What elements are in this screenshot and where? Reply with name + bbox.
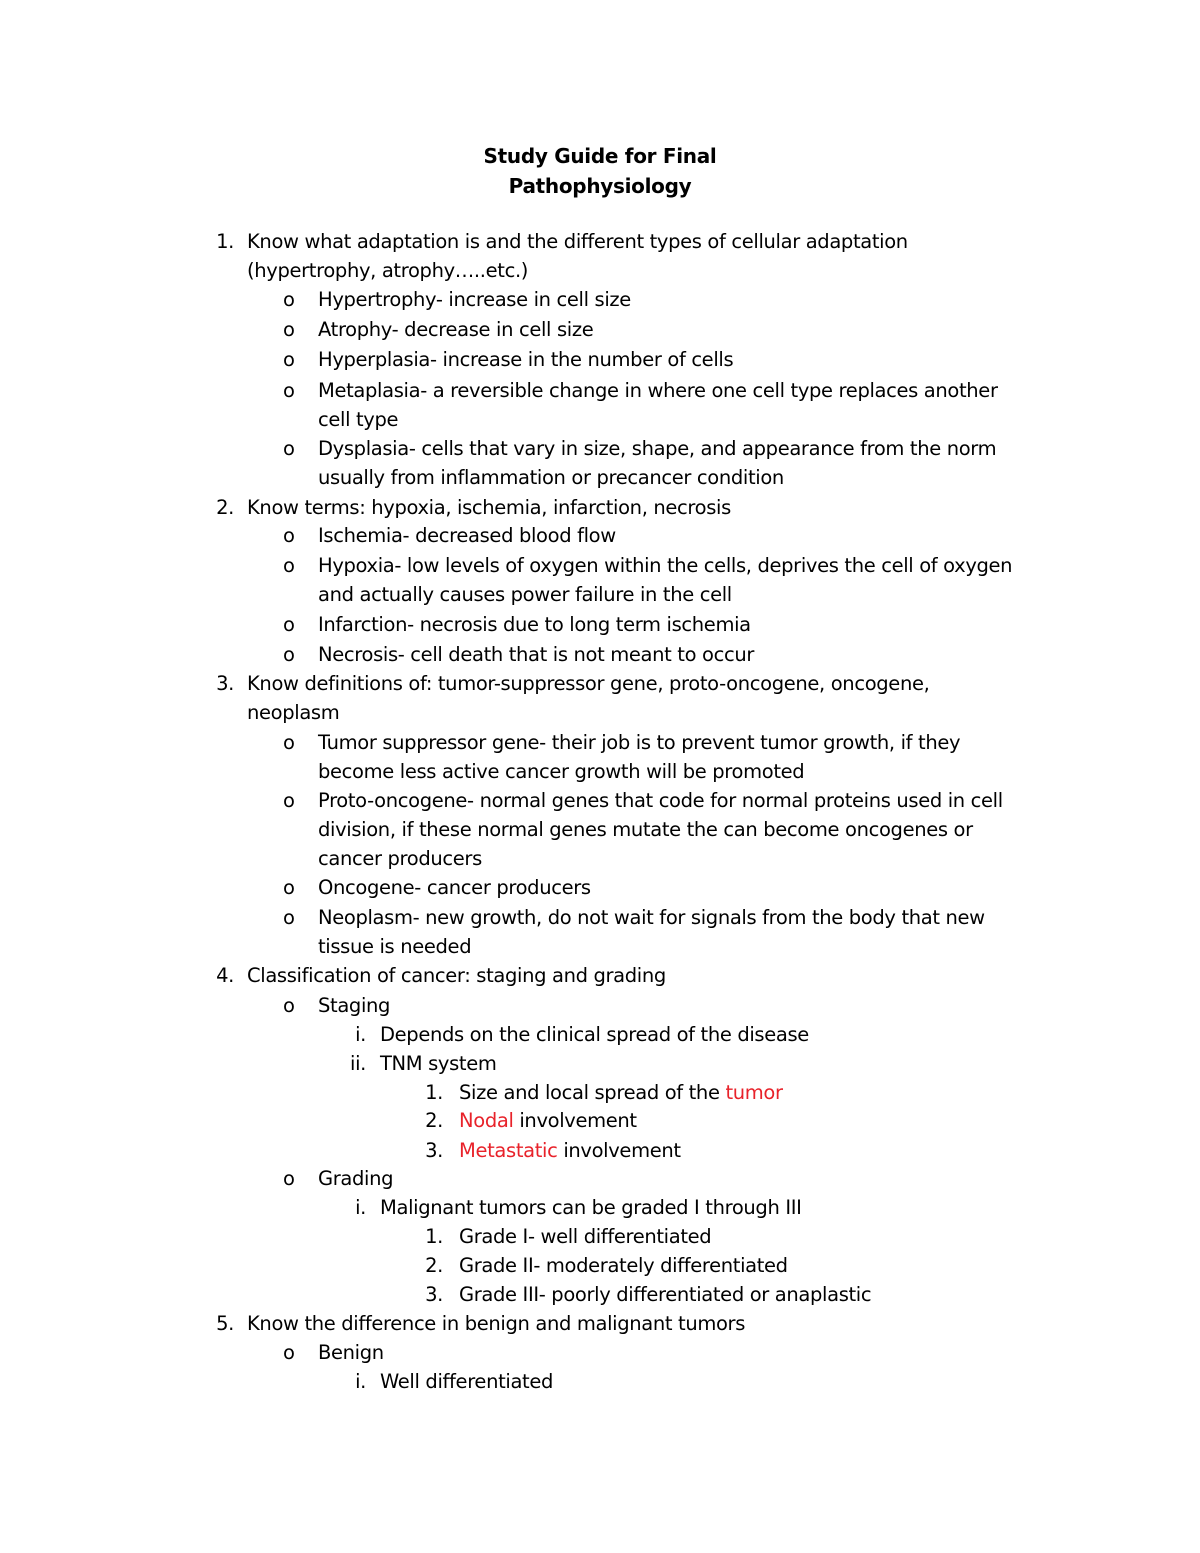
- bullet-marker: o: [283, 318, 295, 341]
- section-number: 1.: [216, 230, 234, 253]
- section-number: 3.: [216, 672, 234, 695]
- list-item: Atrophy- decrease in cell size: [318, 318, 594, 341]
- list-item: Dysplasia- cells that vary in size, shape, and appearance from the norm: [318, 437, 997, 460]
- bullet-marker: o: [283, 1341, 295, 1364]
- section-heading: Classification of cancer: staging and grading: [247, 964, 666, 987]
- section-heading-cont: neoplasm: [247, 701, 340, 724]
- list-item: Hypertrophy- increase in cell size: [318, 288, 631, 311]
- tnm-highlight: tumor: [725, 1081, 783, 1104]
- list-item: Proto-oncogene- normal genes that code for normal proteins used in cell: [318, 789, 1003, 812]
- tnm-number: 2.: [425, 1109, 443, 1132]
- bullet-marker: o: [283, 524, 295, 547]
- roman-numeral: ii.: [350, 1052, 366, 1075]
- bullet-marker: o: [283, 731, 295, 754]
- bullet-marker: o: [283, 348, 295, 371]
- bullet-marker: o: [283, 906, 295, 929]
- sub-item: Malignant tumors can be graded I through III: [380, 1196, 802, 1219]
- section-heading: Know definitions of: tumor-suppressor gene, proto-oncogene, oncogene,: [247, 672, 930, 695]
- bullet-marker: o: [283, 554, 295, 577]
- bullet-marker: o: [283, 288, 295, 311]
- list-item-benign: Benign: [318, 1341, 384, 1364]
- list-item-cont: division, if these normal genes mutate the can become oncogenes or: [318, 818, 973, 841]
- section-heading: Know what adaptation is and the different types of cellular adaptation: [247, 230, 908, 253]
- list-item: Necrosis- cell death that is not meant to occur: [318, 643, 755, 666]
- bullet-marker: o: [283, 876, 295, 899]
- list-item: Tumor suppressor gene- their job is to prevent tumor growth, if they: [318, 731, 961, 754]
- grade-item: Grade III- poorly differentiated or anaplastic: [459, 1283, 872, 1306]
- tnm-highlight: Nodal: [459, 1109, 514, 1132]
- sub-item: Well differentiated: [380, 1370, 554, 1393]
- tnm-item: [459, 1109, 637, 1133]
- list-item: Hypoxia- low levels of oxygen within the cells, deprives the cell of oxygen: [318, 554, 1013, 577]
- bullet-marker: o: [283, 1167, 295, 1190]
- list-item: Oncogene- cancer producers: [318, 876, 591, 899]
- roman-numeral: i.: [355, 1370, 366, 1393]
- list-item: Infarction- necrosis due to long term ischemia: [318, 613, 751, 636]
- sub-item: TNM system: [380, 1052, 497, 1075]
- grade-number: 1.: [425, 1225, 443, 1248]
- document-subtitle: Pathophysiology: [508, 174, 692, 198]
- bullet-marker: o: [283, 379, 295, 402]
- tnm-item: [459, 1081, 783, 1105]
- bullet-marker: o: [283, 643, 295, 666]
- tnm-highlight: Metastatic: [459, 1139, 558, 1162]
- section-number: 2.: [216, 496, 234, 519]
- grade-number: 2.: [425, 1254, 443, 1277]
- section-heading-cont: (hypertrophy, atrophy…..etc.): [247, 259, 529, 282]
- list-item-staging: Staging: [318, 994, 391, 1017]
- tnm-number: 3.: [425, 1139, 443, 1162]
- list-item-cont: cancer producers: [318, 847, 482, 870]
- section-number: 5.: [216, 1312, 234, 1335]
- grade-item: Grade II- moderately differentiated: [459, 1254, 788, 1277]
- list-item-cont: become less active cancer growth will be promoted: [318, 760, 805, 783]
- list-item: Hyperplasia- increase in the number of cells: [318, 348, 734, 371]
- sub-item: Depends on the clinical spread of the disease: [380, 1023, 809, 1046]
- list-item-cont: usually from inflammation or precancer condition: [318, 466, 784, 489]
- tnm-number: 1.: [425, 1081, 443, 1104]
- document-title: Study Guide for Final: [483, 144, 717, 168]
- section-number: 4.: [216, 964, 234, 987]
- bullet-marker: o: [283, 437, 295, 460]
- section-heading: Know terms: hypoxia, ischemia, infarction, necrosis: [247, 496, 731, 519]
- list-item-cont: tissue is needed: [318, 935, 472, 958]
- tnm-text-post: involvement: [557, 1139, 681, 1162]
- tnm-text: Size and local spread of the: [459, 1081, 726, 1104]
- list-item-grading: Grading: [318, 1167, 394, 1190]
- list-item-cont: and actually causes power failure in the cell: [318, 583, 732, 606]
- grade-number: 3.: [425, 1283, 443, 1306]
- bullet-marker: o: [283, 613, 295, 636]
- list-item-cont: cell type: [318, 408, 399, 431]
- list-item: Neoplasm- new growth, do not wait for signals from the body that new: [318, 906, 985, 929]
- roman-numeral: i.: [355, 1196, 366, 1219]
- list-item: Ischemia- decreased blood flow: [318, 524, 616, 547]
- roman-numeral: i.: [355, 1023, 366, 1046]
- bullet-marker: o: [283, 789, 295, 812]
- tnm-text-post: involvement: [513, 1109, 637, 1132]
- tnm-item: [459, 1139, 681, 1163]
- section-heading: Know the difference in benign and malignant tumors: [247, 1312, 746, 1335]
- bullet-marker: o: [283, 994, 295, 1017]
- grade-item: Grade I- well differentiated: [459, 1225, 712, 1248]
- list-item: Metaplasia- a reversible change in where one cell type replaces another: [318, 379, 998, 402]
